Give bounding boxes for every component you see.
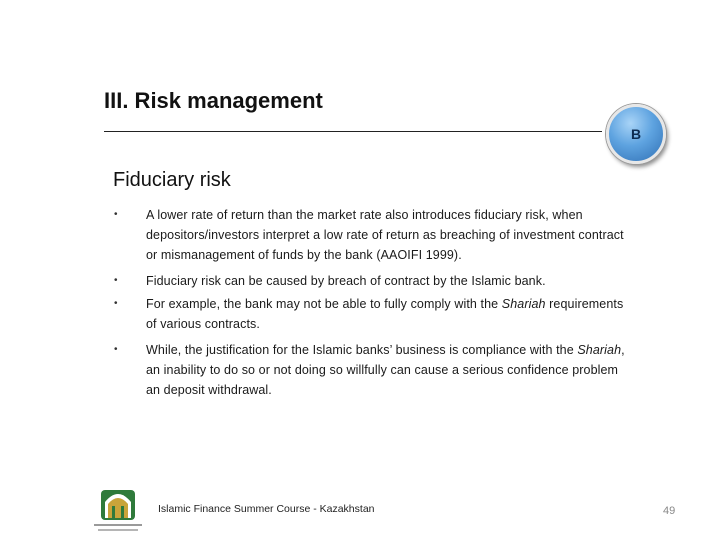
institution-logo-icon — [90, 484, 146, 536]
bullet-dot-icon: • — [114, 275, 118, 286]
logo-pillar-right — [121, 506, 124, 518]
bullet-item — [114, 294, 634, 334]
title-divider — [104, 131, 600, 132]
footer-text: Islamic Finance Summer Course - Kazakhstan — [158, 503, 375, 515]
bullet-item — [114, 205, 634, 265]
bullet-item — [114, 340, 634, 400]
bullet-emphasis: Shariah — [577, 343, 622, 357]
bullet-text-after: requirements of various contracts. — [146, 297, 624, 331]
bullet-text: For example, the bank may not be able to fully comply with the — [146, 297, 502, 311]
section-title: III. Risk management — [104, 88, 323, 113]
bullet-item — [114, 271, 634, 291]
bullet-dot-icon: • — [114, 344, 118, 355]
slide-heading: Fiduciary risk — [113, 169, 231, 191]
bullet-dot-icon: • — [114, 209, 118, 220]
bullet-emphasis: Shariah — [501, 297, 546, 311]
page-number: 49 — [663, 505, 676, 517]
section-badge-icon — [606, 104, 666, 164]
title-divider-tick — [584, 131, 602, 132]
bullet-text-after: , an inability to do so or not doing so willfully can cause a serious confidence problem an deposit withdrawal. — [146, 343, 625, 397]
bullet-text: While, the justification for the Islamic banks’ business is compliance with the — [146, 343, 578, 357]
badge-letter: B — [630, 126, 642, 142]
logo-pillar-left — [112, 506, 115, 518]
bullet-list — [114, 205, 634, 400]
logo-caption-line — [94, 524, 142, 526]
logo-caption-line-2 — [98, 529, 138, 531]
logo-dome — [108, 498, 128, 518]
bullet-text: A lower rate of return than the market rate also introduces fiduciary risk, when depositors/investors interpret a low rate of return as breaching of investment contract or mismanagement of funds by the bank (AAOIFI 1999). — [146, 208, 624, 262]
bullet-dot-icon: • — [114, 298, 118, 309]
bullet-text: Fiduciary risk can be caused by breach of contract by the Islamic bank. — [146, 274, 546, 288]
